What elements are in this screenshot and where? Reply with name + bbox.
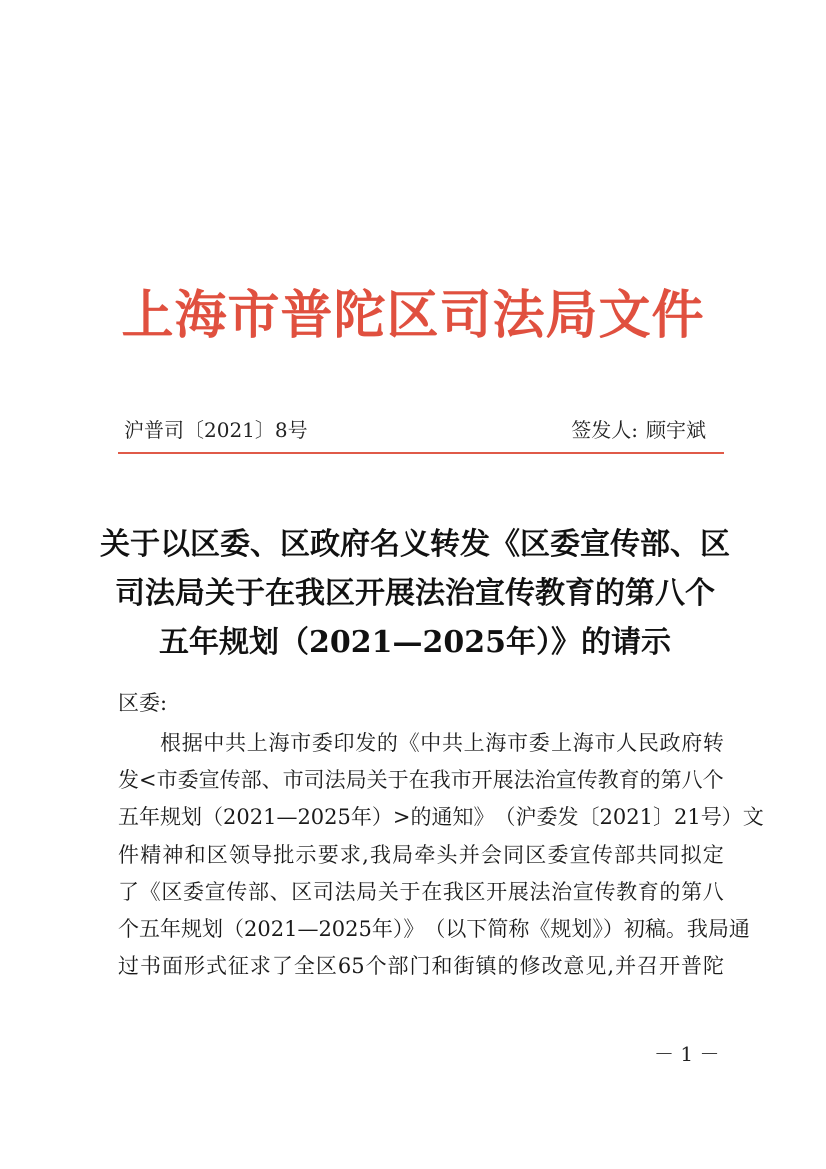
- body-token: 的: [639, 768, 661, 793]
- body-token: 年: [371, 916, 393, 941]
- body-line: [118, 725, 724, 762]
- body-token: 据: [181, 731, 203, 755]
- body-token: ）: [371, 805, 393, 830]
- body-line: [118, 799, 764, 836]
- body-token: 在: [421, 879, 443, 904]
- body-token: 展: [492, 768, 514, 793]
- body-token: 2021: [599, 805, 653, 830]
- body-token: 〔: [578, 805, 600, 830]
- body-token: 海: [485, 731, 507, 755]
- body-token: 市: [156, 768, 178, 793]
- body-token: 委: [547, 842, 569, 867]
- body-token: 我: [369, 842, 391, 867]
- body-token: 〕: [652, 805, 674, 830]
- page-number: － 1 －: [654, 1042, 720, 1066]
- body-paragraph: [118, 725, 764, 985]
- body-token: 上: [463, 731, 485, 755]
- subject-line-3: 五年规划（2021—2025年）》的请示: [159, 625, 671, 660]
- body-token: 印: [333, 731, 355, 755]
- body-token: 件: [118, 842, 139, 867]
- body-token: 《: [139, 879, 161, 904]
- body-token: 局: [707, 916, 729, 941]
- body-token: 共: [441, 731, 463, 755]
- body-token: 。: [665, 916, 687, 941]
- body-token: 面: [161, 954, 183, 979]
- body-token: 牵: [414, 842, 436, 867]
- body-token: 第: [660, 768, 682, 793]
- body-token: 》: [473, 805, 495, 830]
- body-token: 治: [534, 768, 556, 793]
- body-token: 传: [219, 768, 241, 793]
- body-token: 下: [466, 916, 488, 941]
- body-token: 发: [557, 805, 579, 830]
- body-token: 市: [594, 731, 616, 755]
- body-token: 街: [453, 954, 475, 979]
- body-token: 书: [139, 954, 161, 979]
- body-token: 转: [702, 731, 724, 755]
- body-token: 意: [563, 954, 585, 979]
- body-token: 法: [513, 768, 535, 793]
- body-token: 五: [139, 916, 160, 941]
- body-token: 部: [247, 879, 269, 904]
- body-token: 法: [324, 768, 346, 793]
- body-token: 宣: [572, 879, 594, 904]
- body-token: 宣: [569, 842, 591, 867]
- body-token: 文: [742, 805, 764, 830]
- body-token: 海: [268, 731, 290, 755]
- body-token: 示: [295, 842, 317, 867]
- body-token: 通: [431, 805, 453, 830]
- body-token: 区: [464, 879, 486, 904]
- body-token: 于: [399, 879, 421, 904]
- body-line: [118, 948, 724, 985]
- body-token: 年: [160, 916, 181, 941]
- body-token: 区: [525, 842, 547, 867]
- body-token: 的: [410, 805, 432, 830]
- body-token: 部: [614, 842, 635, 867]
- body-token: 改: [541, 954, 563, 979]
- body-token: 府: [681, 731, 703, 755]
- body-token: 2021—2025: [244, 916, 372, 941]
- body-token: 共: [636, 842, 658, 867]
- body-token: 中: [420, 731, 442, 755]
- body-token: 、: [261, 768, 283, 793]
- body-token: 治: [551, 879, 573, 904]
- body-token: 规: [160, 805, 181, 830]
- subject-line-2: 司法局关于在我区开展法治宣传教育的第八个: [115, 576, 715, 611]
- body-token: 发: [118, 768, 139, 793]
- signer-label: 签发人:: [571, 418, 638, 442]
- body-token: 定: [702, 842, 724, 867]
- body-token: 拟: [680, 842, 702, 867]
- body-token: 我: [686, 916, 708, 941]
- body-token: 同: [503, 842, 525, 867]
- body-token: 于: [387, 768, 409, 793]
- body-token: 形: [183, 954, 205, 979]
- body-token: 21: [673, 805, 701, 830]
- body-token: 召: [637, 954, 659, 979]
- body-token: 五: [118, 805, 139, 830]
- body-token: ）: [721, 805, 743, 830]
- body-token: 民: [637, 731, 659, 755]
- body-token: 委: [311, 731, 333, 755]
- body-token: 我: [442, 879, 464, 904]
- body-token: 局: [356, 879, 378, 904]
- body-token: 划: [202, 916, 223, 941]
- red-separator-line: [118, 452, 724, 454]
- body-token: 司: [303, 768, 325, 793]
- body-token: 称: [508, 916, 530, 941]
- body-token: 开: [471, 768, 493, 793]
- body-token: 见: [585, 954, 607, 979]
- body-token: 了: [271, 954, 293, 979]
- body-token: 》）: [592, 916, 624, 941]
- body-token: 八: [681, 768, 703, 793]
- body-token: 《: [529, 916, 551, 941]
- body-token: 稿: [644, 916, 666, 941]
- body-token: 市: [290, 731, 312, 755]
- body-token: 八: [702, 879, 724, 904]
- body-token: 我: [429, 768, 451, 793]
- body-token: 求: [249, 954, 271, 979]
- doc-meta-row: [124, 416, 706, 444]
- body-token: 政: [659, 731, 681, 755]
- body-token: 人: [616, 731, 638, 755]
- body-token: 规: [181, 916, 202, 941]
- body-token: 和: [184, 842, 206, 867]
- body-token: （: [494, 805, 516, 830]
- body-token: 导: [251, 842, 273, 867]
- body-token: （: [223, 916, 244, 941]
- body-token: 委: [177, 768, 199, 793]
- body-token: 在: [408, 768, 430, 793]
- body-token: 育: [618, 768, 640, 793]
- body-token: 发: [355, 731, 377, 755]
- body-line: [118, 762, 724, 799]
- body-token: 简: [487, 916, 509, 941]
- body-token: 门: [409, 954, 431, 979]
- body-token: 宣: [198, 768, 220, 793]
- body-token: 划: [571, 916, 593, 941]
- body-token: 年: [350, 805, 372, 830]
- body-token: 规: [550, 916, 572, 941]
- body-token: （: [202, 805, 223, 830]
- body-token: 年: [139, 805, 160, 830]
- body-token: 沪: [515, 805, 537, 830]
- body-token: 上: [246, 731, 268, 755]
- body-token: 传: [226, 879, 248, 904]
- body-token: ）》: [392, 916, 425, 941]
- body-token: 以: [445, 916, 467, 941]
- body-token: 传: [591, 842, 613, 867]
- body-token: 传: [594, 879, 616, 904]
- body-token: 市: [450, 768, 472, 793]
- body-token: 根: [160, 731, 181, 755]
- body-line: [118, 874, 724, 911]
- signer-name: 顾宇斌: [646, 418, 706, 442]
- body-token: 精: [140, 842, 162, 867]
- body-token: 普: [681, 954, 703, 979]
- body-token: 2021—2025: [223, 805, 351, 830]
- body-token: 委: [182, 879, 204, 904]
- body-token: ,: [362, 842, 369, 867]
- body-token: 陀: [703, 954, 724, 979]
- body-token: 知: [452, 805, 474, 830]
- body-token: 开: [486, 879, 508, 904]
- body-token: 第: [681, 879, 703, 904]
- body-token: 局: [345, 768, 367, 793]
- body-token: 求: [339, 842, 361, 867]
- body-token: 式: [205, 954, 227, 979]
- body-token: 宣: [555, 768, 577, 793]
- body-token: 上: [551, 731, 573, 755]
- body-token: 神: [162, 842, 184, 867]
- body-token: 区: [315, 954, 337, 979]
- body-token: 个: [702, 768, 724, 793]
- subject-line-1: 关于以区委、区政府名义转发《区委宣传部、区: [100, 527, 730, 562]
- body-token: 教: [616, 879, 638, 904]
- body-token: 头: [436, 842, 458, 867]
- body-token: （: [424, 916, 446, 941]
- body-token: 部: [387, 954, 409, 979]
- body-line: [118, 837, 724, 874]
- body-token: 个: [365, 954, 387, 979]
- body-token: 法: [529, 879, 551, 904]
- body-token: 市: [282, 768, 304, 793]
- body-token: 区: [206, 842, 228, 867]
- body-token: 教: [597, 768, 619, 793]
- body-token: 镇: [475, 954, 497, 979]
- body-token: 的: [659, 879, 681, 904]
- body-token: 全: [293, 954, 315, 979]
- body-token: 修: [519, 954, 541, 979]
- body-token: ,: [607, 954, 615, 979]
- body-token: 共: [225, 731, 247, 755]
- body-token: 中: [203, 731, 225, 755]
- body-token: 了: [118, 879, 139, 904]
- body-token: 传: [576, 768, 598, 793]
- body-token: 并: [458, 842, 480, 867]
- body-token: 关: [366, 768, 388, 793]
- body-token: 会: [480, 842, 502, 867]
- body-token: 同: [658, 842, 680, 867]
- body-token: 过: [118, 954, 139, 979]
- issuer-header: 上海市普陀区司法局文件: [121, 285, 705, 346]
- body-token: 区: [161, 879, 183, 904]
- body-line: [118, 911, 750, 948]
- body-token: 关: [377, 879, 399, 904]
- body-token: 市: [507, 731, 528, 755]
- body-token: 要: [317, 842, 339, 867]
- body-token: 个: [118, 916, 139, 941]
- body-token: <: [139, 768, 157, 793]
- body-token: 育: [637, 879, 659, 904]
- body-token: 划: [181, 805, 202, 830]
- salutation: 区委:: [118, 691, 168, 715]
- body-token: 部: [240, 768, 262, 793]
- body-token: 展: [507, 879, 529, 904]
- signer: [571, 416, 706, 444]
- body-token: 《: [398, 731, 420, 755]
- body-token: 、: [269, 879, 291, 904]
- body-token: 的: [376, 731, 398, 755]
- body-token: 初: [623, 916, 645, 941]
- body-token: 委: [528, 731, 550, 755]
- body-token: 海: [572, 731, 594, 755]
- body-token: 局: [392, 842, 414, 867]
- document-subject: [90, 520, 740, 667]
- body-token: 和: [431, 954, 453, 979]
- body-token: 委: [536, 805, 558, 830]
- body-token: 征: [227, 954, 249, 979]
- body-token: 批: [273, 842, 295, 867]
- body-token: 司: [312, 879, 334, 904]
- body-token: 宣: [204, 879, 226, 904]
- body-token: 法: [334, 879, 356, 904]
- body-token: >: [392, 805, 411, 830]
- body-token: 号: [700, 805, 722, 830]
- body-token: 65: [337, 954, 365, 979]
- body-token: 区: [291, 879, 313, 904]
- body-token: 开: [659, 954, 681, 979]
- doc-number: 沪普司〔2021〕8号: [124, 418, 308, 442]
- body-token: 通: [728, 916, 750, 941]
- body-token: 领: [228, 842, 250, 867]
- body-token: 并: [615, 954, 637, 979]
- body-token: 的: [497, 954, 519, 979]
